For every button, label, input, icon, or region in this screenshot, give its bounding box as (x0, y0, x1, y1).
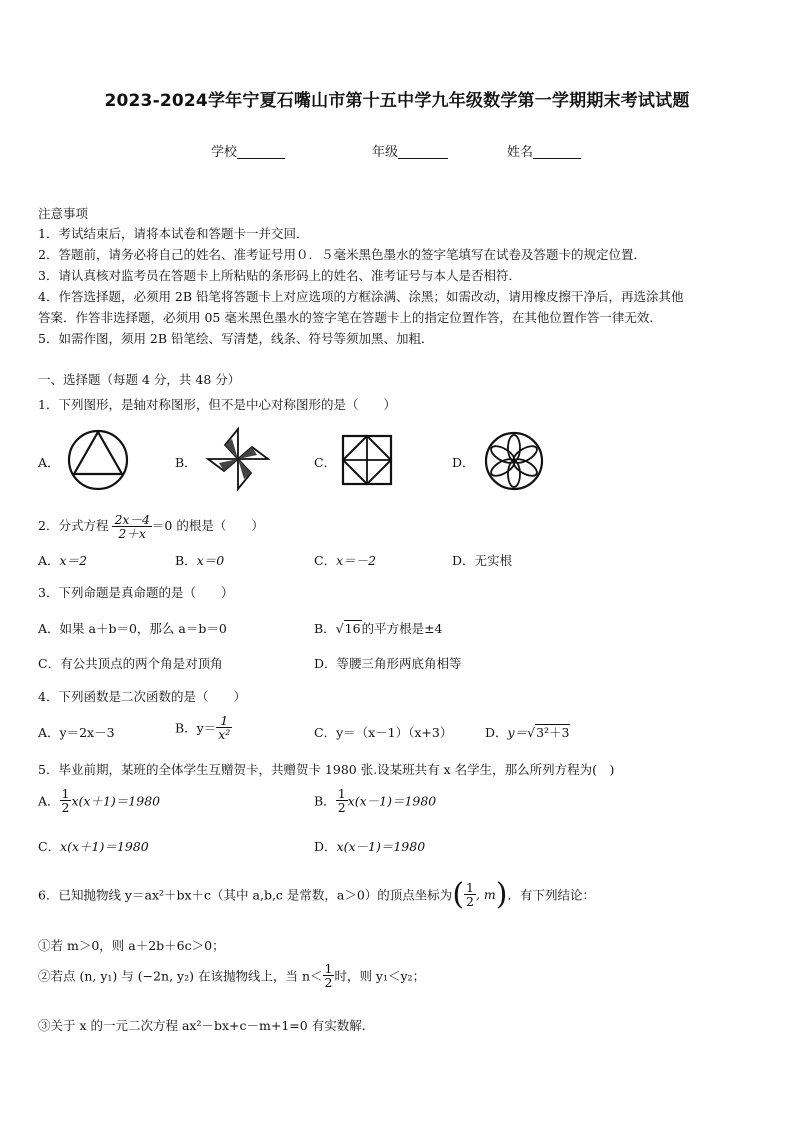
q2-suffix: ＝0 的根是（ ） (151, 518, 264, 534)
q4-option-c: C．y＝（x－1）（x+3） (314, 725, 453, 740)
q5-option-b: B． $\frac{1}{2}$ x(x－1)＝1980 (314, 786, 437, 816)
q3-radicand: 16 (344, 621, 361, 636)
q4-option-a: A．y＝2x－3 (38, 725, 115, 740)
name-field (507, 141, 581, 160)
q2-numerator: 2x－4 (114, 512, 150, 527)
q1-stem: 1．下列图形，是轴对称图形，但不是中心对称图形的是（ ） (38, 397, 396, 412)
square-diamond-figure (341, 434, 393, 486)
q5-d-expr: x(x－1)＝1980 (336, 839, 426, 854)
q2-option-b: B．x＝0 (175, 553, 225, 568)
q5-b-expr: x(x－1)＝1980 (347, 793, 437, 809)
notice-item-3: 3．请认真核对监考员在答题卡上所粘贴的条形码上的姓名、准考证号与本人是否相符． (38, 268, 521, 283)
q6-stem: 6．已知抛物线 y＝ax²＋bx＋c（其中 a,b,c 是常数，a＞0）的顶点坐标为( $\frac{1}{2}$ , m)．有下列结论： (38, 877, 596, 912)
q3-option-d: D．等腰三角形两底角相等 (314, 656, 462, 671)
school-label: 学校 (211, 145, 238, 160)
q1-option-c-label: C． (314, 455, 337, 470)
q2-option-d: D．无实根 (452, 553, 513, 568)
name-blank (533, 144, 581, 159)
q4-option-d: D．y＝√3²＋3 (485, 725, 570, 740)
grade-field (372, 141, 448, 160)
q5-a-expr: x(x＋1)＝1980 (71, 793, 161, 809)
q2-option-c-value: x＝－2 (336, 553, 377, 568)
flower-figure (484, 431, 544, 491)
q6-conclusion-2: ②若点 (n, y₁) 与 (−2n, y₂) 在该抛物线上，当 n＜ $\frac{1}{2}$ 时，则 y₁＜y₂； (38, 961, 426, 991)
q4-b-fraction: $\frac{1}{\text{x²}}$ (218, 713, 231, 743)
q6-conclusion-1: ①若 m＞0，则 a＋2b＋6c＞0； (38, 938, 225, 953)
q4-stem: 4．下列函数是二次函数的是（ ） (38, 689, 246, 704)
school-blank (237, 144, 285, 159)
q5-option-c: C．x(x＋1)＝1980 (38, 839, 149, 854)
q6-stem-suffix: ．有下列结论： (507, 887, 596, 903)
notice-item-2: 2．答题前，请务必将自己的姓名、准考证号用０．５毫米黑色墨水的签字笔填写在试卷及答题卡的规定位置． (38, 247, 646, 262)
q3-option-c: C．有公共顶点的两个角是对顶角 (38, 656, 223, 671)
notice-heading: 注意事项 (38, 206, 89, 221)
half-fraction: $\frac{1}{2}$ (61, 786, 70, 816)
grade-blank (398, 144, 448, 159)
q2-option-b-value: x＝0 (196, 553, 225, 568)
circle-triangle-figure (67, 429, 129, 491)
q6-c2-fraction: $\frac{1}{2}$ (324, 961, 333, 991)
q6-vertex-fraction: $\frac{1}{2}$ (466, 879, 474, 909)
q6-stem-prefix: 6．已知抛物线 y＝ax²＋bx＋c（其中 a,b,c 是常数，a＞0）的顶点坐标为 (38, 887, 453, 903)
grade-label: 年级 (372, 145, 399, 160)
notice-item-4-cont: 答案．作答非选择题，必须用 05 毫米黑色墨水的签字笔在答题卡上的指定位置作答，在其他位置作答一律无效． (38, 310, 662, 325)
q4-option-b: B．y＝ $\frac{1}{\text{x²}}$ (175, 713, 231, 743)
q2-stem (38, 513, 264, 540)
school-field (211, 141, 285, 160)
q2-option-c: C．x＝－2 (314, 553, 377, 568)
q3-option-a: A．如果 a＋b＝0，那么 a＝b＝0 (38, 621, 227, 636)
notice-item-5: 5．如需作图，须用 2B 铅笔绘、写清楚，线条、符号等须加黑、加粗． (38, 331, 434, 346)
q5-c-expr: x(x＋1)＝1980 (60, 839, 149, 854)
q1-option-b-label: B． (175, 455, 197, 470)
page-title: 2023-2024学年宁夏石嘴山市第十五中学九年级数学第一学期期末考试试题 (104, 91, 690, 111)
q6-conclusion-3: ③关于 x 的一元二次方程 ax²－bx+c－m+1=0 有实数解． (38, 1018, 375, 1033)
q1-option-a-label: A． (38, 455, 60, 470)
q3-stem: 3．下列命题是真命题的是（ ） (38, 585, 234, 600)
q5-stem: 5．毕业前期，某班的全体学生互赠贺卡，共赠贺卡 1980 张.设某班共有 x 名学生，那么所列方程为( ) (38, 762, 615, 777)
q2-denominator: 2＋x (118, 526, 146, 542)
section-heading: 一、选择题（每题 4 分，共 48 分） (38, 372, 241, 387)
sqrt-symbol: √ (335, 621, 344, 636)
q2-fraction (112, 513, 151, 540)
sqrt-symbol: √ (527, 725, 536, 740)
name-label: 姓名 (507, 145, 534, 160)
q1-option-d-label: D． (452, 455, 475, 470)
notice-item-4: 4．作答选择题，必须用 2B 铅笔将答题卡上对应选项的方框涂满、涂黑；如需改动，请用橡皮擦干净后，再选涂其他 (38, 289, 684, 304)
q5-option-a: A． $\frac{1}{2}$ x(x＋1)＝1980 (38, 786, 161, 816)
q4-d-radicand: 3²＋3 (536, 725, 570, 740)
half-fraction: $\frac{1}{2}$ (337, 786, 346, 816)
q5-option-d: D．x(x－1)＝1980 (314, 839, 426, 854)
q2-prefix: 2．分式方程 (38, 518, 109, 534)
q3-option-b: B．√16的平方根是±4 (314, 621, 443, 636)
q2-option-a-value: x＝2 (59, 553, 88, 568)
q2-option-a: A．x＝2 (38, 553, 88, 568)
pinwheel-figure (205, 425, 271, 493)
notice-item-1: 1．考试结束后，请将本试卷和答题卡一并交回． (38, 226, 309, 241)
